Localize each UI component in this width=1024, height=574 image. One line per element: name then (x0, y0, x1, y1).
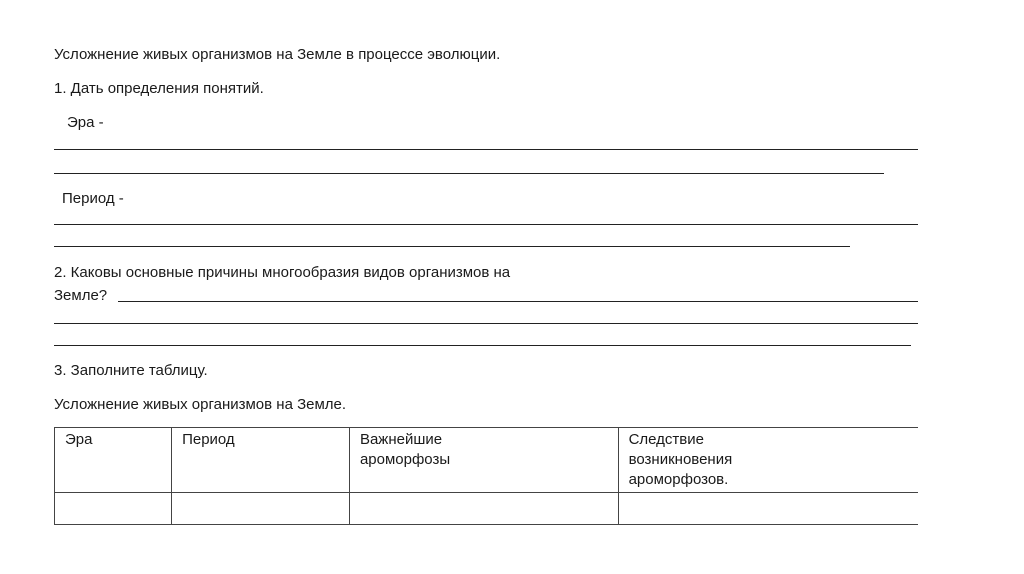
table-row (55, 493, 919, 525)
header-period: Период (172, 428, 350, 493)
table-cell[interactable] (172, 493, 350, 525)
header-era: Эра (55, 428, 172, 493)
answer-line[interactable] (54, 246, 850, 247)
term-period-label: Период - (62, 190, 124, 207)
table-cell[interactable] (55, 493, 172, 525)
table-header-row (55, 428, 919, 493)
table-cell[interactable] (349, 493, 618, 525)
task-2-question-line-1: 2. Каковы основные причины многообразия видов организмов на (54, 264, 511, 281)
answer-line[interactable] (118, 301, 918, 302)
task-3-heading: 3. Заполните таблицу. (54, 362, 208, 379)
answer-line[interactable] (54, 323, 918, 324)
header-consequences: Следствие возникновения ароморфозов. (618, 428, 918, 493)
task-1-heading: 1. Дать определения понятий. (54, 80, 264, 97)
answer-line[interactable] (54, 173, 884, 174)
term-era-label: Эра - (67, 114, 104, 131)
table-title: Усложнение живых организмов на Земле. (54, 396, 347, 413)
answer-line[interactable] (54, 345, 911, 346)
worksheet-title: Усложнение живых организмов на Земле в процессе эволюции. (54, 46, 501, 63)
answer-line[interactable] (54, 149, 918, 150)
task-2-question-line-2: Земле? (54, 287, 108, 304)
answer-line[interactable] (54, 224, 918, 225)
header-aromorphoses: Важнейшие ароморфозы (349, 428, 618, 493)
evolution-table (54, 427, 918, 525)
table-cell[interactable] (618, 493, 918, 525)
